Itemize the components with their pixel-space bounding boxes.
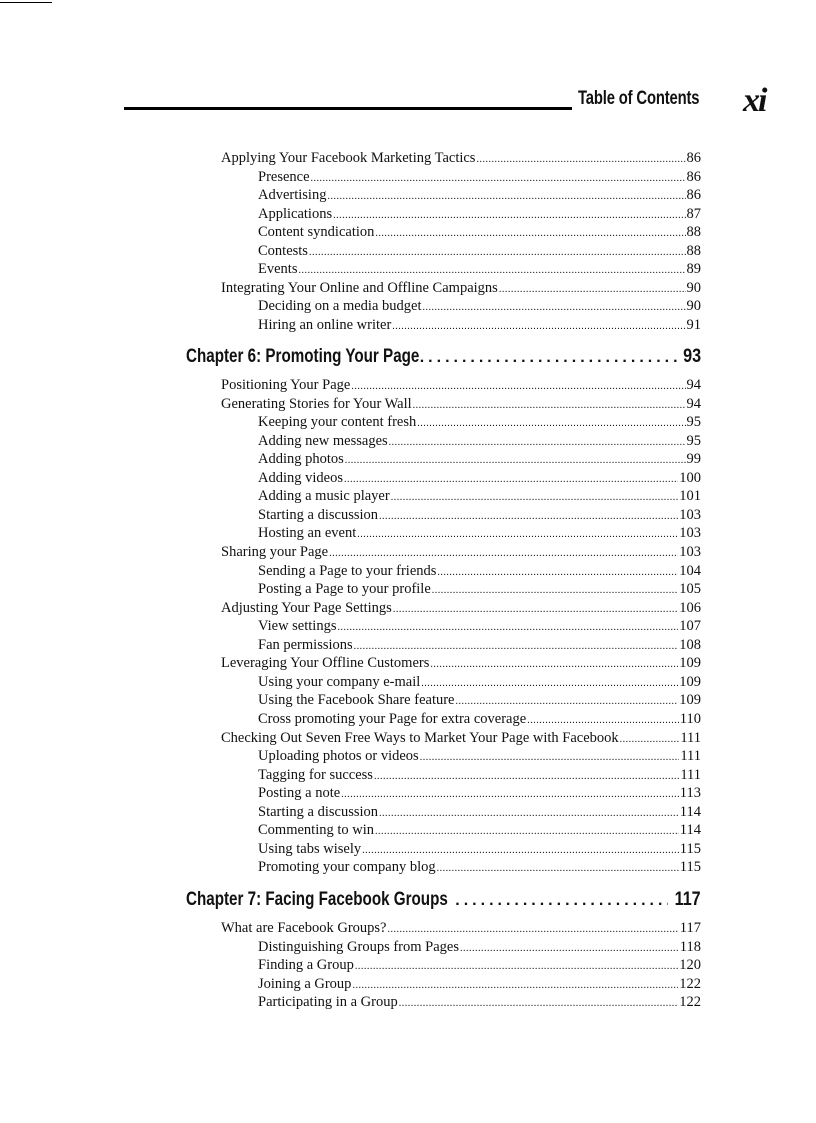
leader-dots xyxy=(374,768,679,786)
leader-dots xyxy=(375,225,685,243)
toc-entry-title: Tagging for success xyxy=(258,766,373,783)
toc-entry xyxy=(258,186,701,204)
toc-entry xyxy=(258,803,701,821)
leader-dots xyxy=(357,526,678,544)
leader-dots xyxy=(327,188,685,206)
leader-dots xyxy=(430,656,678,674)
toc-entry-title: Generating Stories for Your Wall xyxy=(221,395,412,412)
toc-entry-page: 111 xyxy=(680,729,701,746)
chapter-title: Chapter 6: Promoting Your Page xyxy=(186,346,420,367)
leader-dots xyxy=(421,675,678,693)
toc-entry xyxy=(258,975,701,993)
leader-dots xyxy=(341,786,679,804)
toc-entry-title: Applying Your Facebook Marketing Tactics xyxy=(221,150,476,166)
leader-dots xyxy=(620,731,680,749)
toc-entry xyxy=(258,636,701,654)
toc-entry-page: 88 xyxy=(686,224,701,241)
leader-dots xyxy=(393,601,678,619)
toc-entry-page: 111 xyxy=(680,766,701,783)
toc-entry-title: Hosting an event xyxy=(258,525,357,542)
toc-entry xyxy=(258,223,701,241)
toc-entry xyxy=(221,654,701,672)
leader-dots xyxy=(329,545,678,563)
toc-entry xyxy=(258,710,701,728)
leader-dots xyxy=(333,207,685,225)
leader-dots xyxy=(437,564,678,582)
toc-entry-title: Fan permissions xyxy=(258,636,353,653)
toc-entry xyxy=(258,840,701,858)
toc-entry-title: Deciding on a media budget xyxy=(258,298,422,315)
leader-dots xyxy=(432,582,678,600)
chapter-leader-dots xyxy=(455,892,668,910)
toc-entry xyxy=(258,956,701,974)
leader-dots xyxy=(337,619,678,637)
toc-entry xyxy=(258,242,701,260)
toc-entry-title: View settings xyxy=(258,618,337,635)
leader-dots xyxy=(309,244,686,262)
leader-dots xyxy=(420,749,680,767)
leader-dots xyxy=(460,940,679,958)
toc-entry-page: 122 xyxy=(679,975,701,992)
chapter-7-heading xyxy=(186,889,701,913)
toc-entry-page: 95 xyxy=(686,432,701,449)
toc-entry-page: 103 xyxy=(679,525,701,542)
toc-entry-page: 104 xyxy=(679,562,701,579)
toc-entry-page: 89 xyxy=(686,261,701,278)
toc-entry-page: 94 xyxy=(686,377,701,393)
toc-entry-page: 117 xyxy=(679,920,701,936)
toc-entry-title: Posting a Page to your profile xyxy=(258,581,431,597)
leader-dots xyxy=(345,452,686,470)
toc-entry-page: 111 xyxy=(680,748,701,764)
toc-entry xyxy=(258,168,701,186)
toc-entry-title: Contests xyxy=(258,242,308,259)
toc-entry-title: Positioning Your Page xyxy=(221,377,351,393)
toc-entry-title: Hiring an online writer xyxy=(258,317,392,333)
toc-entry xyxy=(258,858,701,876)
toc-entry xyxy=(258,747,701,765)
toc-entry xyxy=(258,562,701,580)
toc-entry-title: Integrating Your Online and Offline Campaigns xyxy=(221,279,498,296)
toc-entry-title: Uploading photos or videos xyxy=(258,748,419,764)
toc-entry-page: 110 xyxy=(679,710,701,727)
leader-dots xyxy=(344,471,678,489)
toc-entry xyxy=(221,543,701,561)
leader-dots xyxy=(362,842,679,860)
toc-entry-page: 86 xyxy=(686,168,701,185)
chapter-page: 93 xyxy=(683,346,701,367)
toc-entry-title: Distinguishing Groups from Pages xyxy=(258,938,459,955)
toc-entry-title: Adding photos xyxy=(258,451,344,468)
header-rule xyxy=(124,107,572,110)
toc-entry xyxy=(258,766,701,784)
toc-entry-page: 108 xyxy=(679,636,701,653)
toc-entry-page: 100 xyxy=(679,469,701,486)
toc-entry-page: 109 xyxy=(679,692,701,709)
toc-entry-page: 94 xyxy=(686,395,701,412)
leader-dots xyxy=(352,977,678,995)
toc-entry-page: 91 xyxy=(686,317,701,333)
toc-entry xyxy=(258,673,701,691)
leader-dots xyxy=(527,712,679,730)
toc-entry-page: 90 xyxy=(686,298,701,315)
chapter-6-heading xyxy=(186,346,701,370)
toc-entry-page: 105 xyxy=(679,581,701,597)
toc-entry xyxy=(258,691,701,709)
toc-entry xyxy=(258,938,701,956)
leader-dots xyxy=(499,281,686,299)
toc-entry xyxy=(221,919,701,937)
toc-entry-title: Adding a music player xyxy=(258,488,390,505)
toc-entry-page: 120 xyxy=(679,957,701,974)
toc-entry xyxy=(258,316,701,334)
toc-entry-page: 86 xyxy=(686,150,701,166)
leader-dots xyxy=(379,805,679,823)
chapter-page: 117 xyxy=(674,889,701,910)
leader-dots xyxy=(355,958,678,976)
toc-entry-page: 122 xyxy=(679,994,701,1011)
toc-entry-page: 107 xyxy=(679,618,701,635)
toc-entry-title: Joining a Group xyxy=(258,975,352,992)
toc-entry-title: Commenting to win xyxy=(258,822,374,839)
toc-entry-title: Advertising xyxy=(258,187,327,204)
leader-dots xyxy=(354,638,679,656)
toc-entry-title: Applications xyxy=(258,205,333,222)
toc-entry-title: Posting a note xyxy=(258,785,341,802)
leader-dots xyxy=(387,921,678,939)
toc-entry xyxy=(221,599,701,617)
leader-dots xyxy=(379,508,678,526)
toc-entry-page: 95 xyxy=(686,414,701,431)
toc-entry-page: 113 xyxy=(679,785,701,802)
toc-entry xyxy=(258,821,701,839)
leader-dots xyxy=(413,397,686,415)
toc-entry xyxy=(258,450,701,468)
toc-entry xyxy=(221,376,701,394)
toc-entry-title: Using your company e-mail xyxy=(258,673,421,690)
leader-dots xyxy=(298,262,685,280)
toc-entry-page: 109 xyxy=(679,655,701,672)
toc-entry-page: 103 xyxy=(679,506,701,523)
toc-entry-title: Starting a discussion xyxy=(258,803,379,820)
toc-entry xyxy=(258,506,701,524)
toc-entry xyxy=(258,580,701,598)
toc-entry xyxy=(221,395,701,413)
toc-entry-title: Promoting your company blog xyxy=(258,859,436,876)
toc-entry xyxy=(258,297,701,315)
leader-dots xyxy=(391,489,679,507)
toc-entry-page: 101 xyxy=(679,488,701,505)
leader-dots xyxy=(351,378,685,396)
toc-entry-title: Keeping your content fresh xyxy=(258,414,417,431)
leader-dots xyxy=(389,434,686,452)
toc-entry-page: 115 xyxy=(679,840,701,857)
toc-entry-title: Content syndication xyxy=(258,224,375,241)
leader-dots xyxy=(456,693,679,711)
toc-entry xyxy=(258,524,701,542)
toc-entry-page: 86 xyxy=(686,187,701,204)
toc-entry-page: 87 xyxy=(686,205,701,222)
toc-entry-title: Leveraging Your Offline Customers xyxy=(221,655,430,672)
toc-entry xyxy=(258,487,701,505)
corner-crop-mark xyxy=(0,2,52,3)
toc-entry xyxy=(258,993,701,1011)
toc-entry xyxy=(258,260,701,278)
toc-entry-page: 106 xyxy=(679,599,701,616)
toc-entry-title: Starting a discussion xyxy=(258,506,379,523)
toc-entry-page: 109 xyxy=(679,673,701,690)
toc-entry-page: 114 xyxy=(679,822,701,839)
toc-entry-title: Using tabs wisely xyxy=(258,840,362,857)
toc-entry-page: 115 xyxy=(679,859,701,876)
toc-entry-page: 99 xyxy=(686,451,701,468)
toc-entry xyxy=(221,149,701,167)
leader-dots xyxy=(392,318,685,336)
toc-entry-title: Cross promoting your Page for extra coverage xyxy=(258,710,527,727)
toc-entry xyxy=(258,469,701,487)
toc-entry xyxy=(258,432,701,450)
leader-dots xyxy=(437,860,679,878)
toc-entry xyxy=(221,279,701,297)
page-number: xi xyxy=(743,82,766,119)
toc-entry-page: 103 xyxy=(679,544,701,560)
running-header-title: Table of Contents xyxy=(578,88,700,109)
toc-entry xyxy=(258,205,701,223)
leader-dots xyxy=(311,170,686,188)
chapter-title: Chapter 7: Facing Facebook Groups xyxy=(186,889,448,910)
toc-entry xyxy=(258,784,701,802)
toc-entry-title: Adding new messages xyxy=(258,432,388,449)
toc-entry-page: 90 xyxy=(686,279,701,296)
toc-entry-title: Sending a Page to your friends xyxy=(258,562,437,579)
toc-entry-title: Presence xyxy=(258,168,310,185)
toc-entry-title: Events xyxy=(258,261,298,278)
toc-entry xyxy=(258,413,701,431)
toc-entry-title: What are Facebook Groups? xyxy=(221,920,387,936)
toc-entry xyxy=(221,729,701,747)
toc-entry-page: 88 xyxy=(686,242,701,259)
toc-entry-title: Checking Out Seven Free Ways to Market Your Page with Facebook xyxy=(221,729,619,746)
toc-entry-title: Finding a Group xyxy=(258,957,354,974)
toc-entry-title: Participating in a Group xyxy=(258,994,398,1011)
leader-dots xyxy=(375,823,679,841)
toc-entry xyxy=(258,617,701,635)
toc-entry-title: Adding videos xyxy=(258,469,343,486)
toc-entry-page: 118 xyxy=(679,938,701,955)
toc-entry-title: Sharing your Page xyxy=(221,544,329,560)
leader-dots xyxy=(417,415,685,433)
toc-entry-title: Adjusting Your Page Settings xyxy=(221,599,392,616)
chapter-leader-dots xyxy=(420,349,678,367)
leader-dots xyxy=(399,995,679,1013)
toc-entry-title: Using the Facebook Share feature xyxy=(258,692,455,709)
leader-dots xyxy=(476,151,685,169)
toc-entry-page: 114 xyxy=(679,803,701,820)
leader-dots xyxy=(422,299,685,317)
